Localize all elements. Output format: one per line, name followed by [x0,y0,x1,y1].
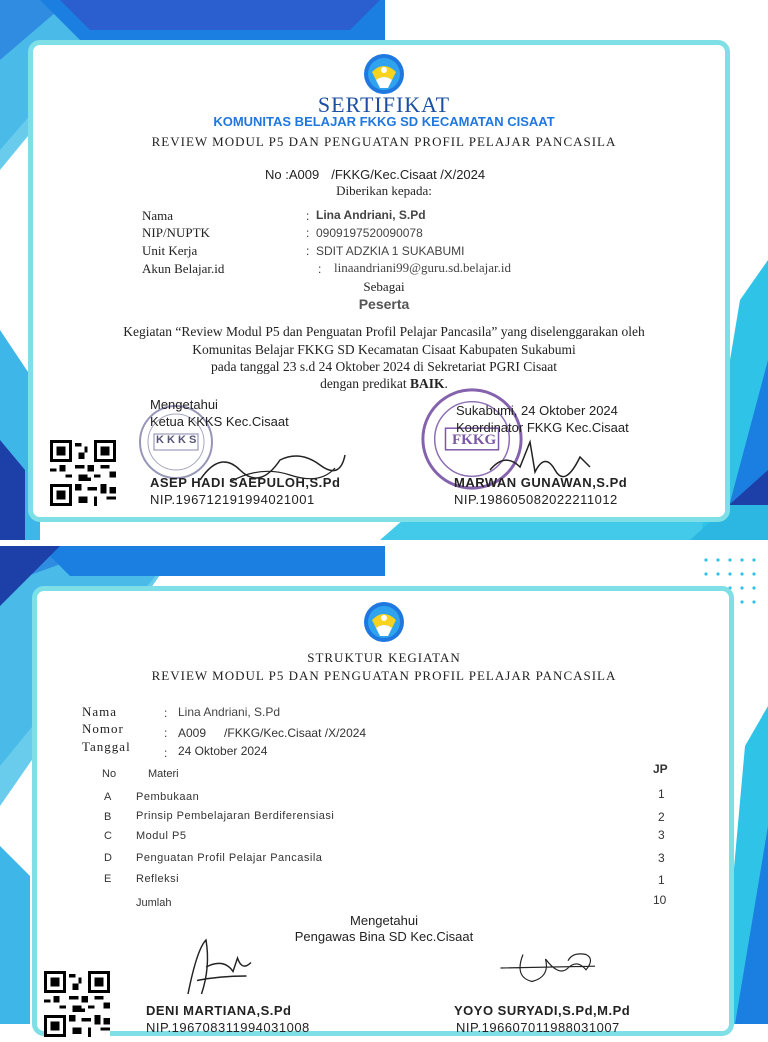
as-label: Sebagai [363,279,405,294]
info-value-date: 24 Oktober 2024 [178,744,268,758]
field-colon: : [306,226,310,240]
certificate-subtitle: REVIEW MODUL P5 DAN PENGUATAN PROFIL PELAJAR PANCASILA [151,134,617,149]
field-colon: : [306,209,310,223]
info-value-number [178,726,366,740]
number-prefix: No : [265,167,289,182]
tut-wuri-handayani-logo [358,600,410,644]
table-row-materi: Modul P5 [136,830,187,842]
left-signer-name: ASEP HADI SAEPULOH,S.Pd [150,475,341,490]
table-row-no: C [104,830,112,842]
info-colon: : [164,726,168,740]
know-line-1: Mengetahui [350,913,418,928]
left-signer-nip: NIP.196708311994031008 [146,1020,310,1035]
number-code: A009 [178,726,207,740]
kkks-stamp-text: K K K S [156,434,197,446]
given-to-label: Diberikan kepada: [336,183,432,198]
table-total-value: 10 [653,893,667,907]
table-row-materi: Pembukaan [136,791,200,803]
certificate-page-2 [0,546,768,1035]
table-header-jp: JP [653,762,668,776]
table-total-label: Jumlah [136,897,172,909]
number-suffix: /FKKG/Kec.Cisaat /X/2024 [331,167,486,182]
field-label-name: Nama [142,208,174,223]
table-header-materi: Materi [148,768,179,780]
structure-subtitle: REVIEW MODUL P5 DAN PENGUATAN PROFIL PELAJAR PANCASILA [151,668,617,683]
body-line-2: Komunitas Belajar FKKG SD Kecamatan Cisaat Kabupaten Sukabumi [192,342,576,357]
info-label-name: Nama [82,704,118,719]
info-value-name: Lina Andriani, S.Pd [178,705,281,719]
table-row-no: E [104,873,112,885]
know-line-2: Pengawas Bina SD Kec.Cisaat [294,929,474,944]
number-code: A009 [288,167,320,182]
table-row-jp: 1 [658,873,665,887]
body-line-4-end: . [444,376,448,391]
field-value-nip: 0909197520090078 [316,226,423,240]
body-line-3: pada tanggal 23 s.d 24 Oktober 2024 di Sekretariat PGRI Cisaat [210,359,558,374]
right-signer-name: MARWAN GUNAWAN,S.Pd [454,475,628,490]
info-colon: : [164,706,168,720]
structure-title: STRUKTUR KEGIATAN [307,650,461,665]
table-row-jp: 3 [658,851,665,865]
right-signature [495,941,605,995]
right-signer-nip: NIP.196607011988031007 [456,1020,620,1035]
table-row-jp: 1 [658,787,665,801]
info-colon: : [164,746,168,760]
table-row-no: B [104,811,112,823]
left-signer-name: DENI MARTIANA,S.Pd [146,1003,292,1018]
info-label-date: Tanggal [82,739,131,754]
field-value-account: linaandriani99@guru.sd.belajar.id [334,260,511,275]
table-row-no: D [104,852,112,864]
body-line-4-text: dengan predikat [320,376,411,391]
community-name: KOMUNITAS BELAJAR FKKG SD KECAMATAN CISAAT [213,114,555,129]
table-row-jp: 2 [658,810,665,824]
right-signer-name: YOYO SURYADI,S.Pd,M.Pd [454,1003,631,1018]
qr-code [50,440,116,506]
fkkg-stamp-text: FKKG [452,432,497,448]
table-row-materi: Refleksi [136,873,180,885]
field-value-name: Lina Andriani, S.Pd [316,208,426,222]
body-line-4 [0,376,768,392]
left-sign-line-2: Ketua KKKS Kec.Cisaat [150,414,289,429]
predicate: BAIK [410,376,445,391]
role-label: Peserta [358,296,410,312]
right-signer-nip: NIP.198605082022211012 [454,492,618,507]
field-value-unit: SDIT ADZKIA 1 SUKABUMI [316,244,465,258]
field-label-account: Akun Belajar.id [142,261,225,276]
field-label-unit: Unit Kerja [142,243,198,258]
left-signature [170,930,260,1004]
right-sign-line-1: Sukabumi, 24 Oktober 2024 [456,403,618,418]
left-sign-line-1: Mengetahui [150,397,218,412]
right-sign-line-2: Koordinator FKKG Kec.Cisaat [456,420,629,435]
info-label-number: Nomor [82,721,124,736]
body-line-1: Kegiatan “Review Modul P5 dan Penguatan Profil Pelajar Pancasila” yang diselenggarakan oleh [123,324,645,339]
field-label-nip: NIP/NUPTK [142,225,210,240]
field-colon: : [306,244,310,258]
table-header-no: No [102,768,117,780]
table-row-materi: Penguatan Profil Pelajar Pancasila [136,852,323,864]
table-row-jp: 3 [658,828,665,842]
qr-code [44,971,110,1037]
table-row-no: A [104,791,112,803]
left-signer-nip: NIP.196712191994021001 [150,492,315,507]
certificate-number [265,167,485,182]
field-colon: : [318,262,322,276]
tut-wuri-handayani-logo [358,52,410,96]
certificate-title: SERTIFIKAT [317,92,451,117]
table-row-materi: Prinsip Pembelajaran Berdiferensiasi [136,810,335,822]
number-suffix: /FKKG/Kec.Cisaat /X/2024 [224,726,367,740]
